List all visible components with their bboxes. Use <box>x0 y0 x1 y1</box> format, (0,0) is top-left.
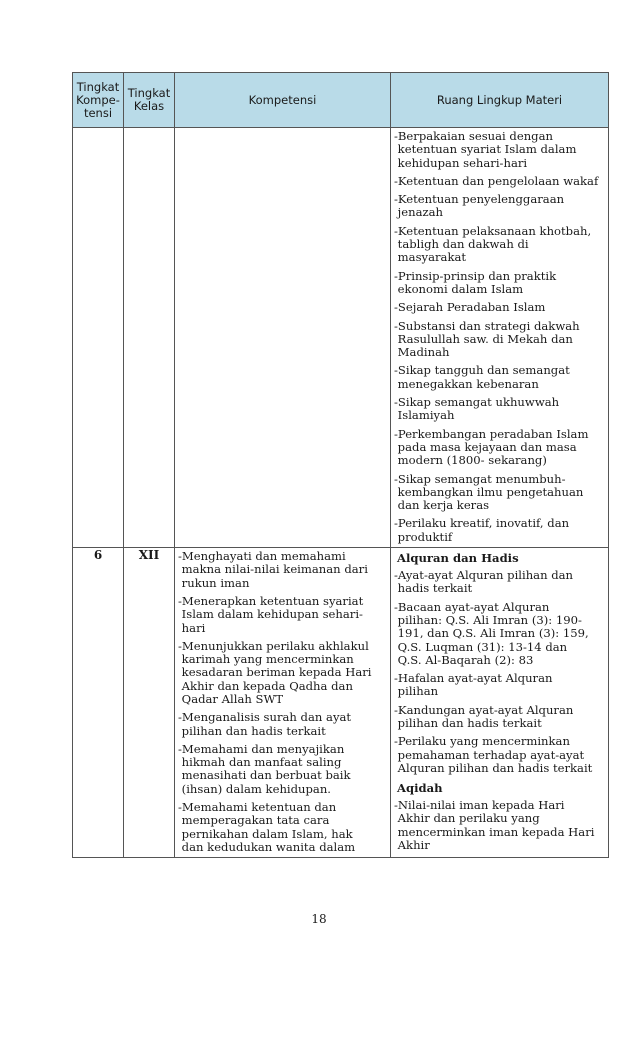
list-item-line: pilihan dan hadis terkait <box>394 715 542 730</box>
cell-materi <box>391 128 609 548</box>
list-item-line: jenazah <box>394 205 444 220</box>
list-item <box>391 191 608 223</box>
table-row <box>73 128 609 548</box>
list-item-line: karimah yang mencerminkan <box>178 652 354 667</box>
list-item-line: hari <box>178 620 206 635</box>
list-item-line: pada masa kejayaan dan masa <box>394 439 577 454</box>
list-item-line: -Nilai-nilai iman kepada Hari <box>394 798 565 813</box>
list-item-line: Q.S. Luqman (31): 13-14 dan <box>394 639 568 654</box>
list-item-line: masyarakat <box>394 250 467 265</box>
list-item-line: dan kerja keras <box>394 498 490 513</box>
list-item <box>391 173 608 191</box>
list-item-line: -Perkembangan peradaban Islam <box>394 426 589 441</box>
list-item <box>391 567 608 599</box>
list-item-line: pilihan: Q.S. Ali Imran (3): 190- <box>394 612 582 627</box>
list-item-line: -Perilaku yang mencerminkan <box>394 734 570 749</box>
list-item-line: memperagakan tata cara <box>178 813 330 828</box>
cell-tingkat-kompetensi <box>73 128 124 548</box>
list-item-line: Q.S. Al-Baqarah (2): 83 <box>394 652 534 667</box>
list-item-line: -Ayat-ayat Alquran pilihan dan <box>394 568 574 583</box>
header-kompetensi: Kompetensi <box>175 73 391 128</box>
list-item <box>391 670 608 702</box>
list-item-line: Rasulullah saw. di Mekah dan <box>394 331 573 346</box>
list-item-line: (ihsan) dalam kehidupan. <box>178 781 331 796</box>
list-item-line: -Ketentuan dan pengelolaan wakaf <box>394 173 599 188</box>
cell-materi <box>391 548 609 858</box>
header-line: tensi <box>83 105 113 120</box>
list-item-line: Akhir dan perilaku yang <box>394 811 540 826</box>
list-item-line: -Bacaan ayat-ayat Alquran <box>394 599 550 614</box>
list-item-line: Akhir <box>394 838 430 853</box>
list-item-line: -Sejarah Peradaban Islam <box>394 300 546 315</box>
list-item <box>391 394 608 426</box>
list-item-line: kehidupan sehari-hari <box>394 155 528 170</box>
list-item-line: mencerminkan iman kepada Hari <box>394 824 595 839</box>
list-item <box>175 709 390 741</box>
list-item-line: -Menunjukkan perilaku akhlakul <box>178 638 369 653</box>
list-item-line: rukun iman <box>178 575 250 590</box>
list-item <box>391 318 608 363</box>
list-item-line: kesadaran beriman kepada Hari <box>178 665 372 680</box>
list-item <box>391 223 608 268</box>
list-item-line: pernikahan dalam Islam, hak <box>178 826 353 841</box>
list-item <box>391 268 608 300</box>
list-item <box>391 471 608 516</box>
header-line: Kompe- <box>76 92 120 107</box>
curriculum-table <box>72 72 609 858</box>
list-item-line: -Hafalan ayat-ayat Alquran <box>394 671 553 686</box>
list-item-line: Islamiyah <box>394 408 455 423</box>
header-ruang-lingkup: Ruang Lingkup Materi <box>391 73 609 128</box>
cell-tingkat-kelas: XII <box>124 548 175 858</box>
list-item-line: 191, dan Q.S. Ali Imran (3): 159, <box>394 626 589 641</box>
list-item-line: -Prinsip-prinsip dan praktik <box>394 268 557 283</box>
list-item-line: kembangkan ilmu pengetahuan <box>394 484 584 499</box>
list-item-line: pemahaman terhadap ayat-ayat <box>394 747 585 762</box>
section-subheading: Aqidah <box>397 781 443 796</box>
list-item-line: ekonomi dalam Islam <box>394 281 524 296</box>
list-item-line: menegakkan kebenaran <box>394 376 539 391</box>
list-item <box>175 741 390 799</box>
list-item-line: makna nilai-nilai keimanan dari <box>178 562 368 577</box>
cell-tingkat-kelas <box>124 128 175 548</box>
list-item-line: -Ketentuan penyelenggaraan <box>394 192 565 207</box>
list-item-line: Alquran pilihan dan hadis terkait <box>394 760 593 775</box>
list-item-line: -Memahami dan menyajikan <box>178 741 345 756</box>
list-item-line: -Menerapkan ketentuan syariat <box>178 593 364 608</box>
list-item-line: -Menghayati dan memahami <box>178 549 346 564</box>
list-item-line: tabligh dan dakwah di <box>394 237 529 252</box>
list-item-line: modern (1800- sekarang) <box>394 453 547 468</box>
header-line: Tingkat <box>127 86 171 100</box>
list-item-line: -Sikap semangat menumbuh- <box>394 471 566 486</box>
cell-tingkat-kompetensi: 6 <box>73 548 124 858</box>
list-item <box>391 733 608 778</box>
list-item-line: -Menganalisis surah dan ayat <box>178 710 352 725</box>
header-line: Tingkat <box>76 79 120 94</box>
list-item-line: produktif <box>394 529 453 544</box>
list-item <box>391 128 608 173</box>
list-item <box>175 799 390 857</box>
list-item-line: Qadar Allah SWT <box>178 691 284 706</box>
list-item-line: -Perilaku kreatif, inovatif, dan <box>394 516 570 531</box>
list-item-line: -Substansi dan strategi dakwah <box>394 318 580 333</box>
list-item <box>391 362 608 394</box>
list-item-line: menasihati dan berbuat baik <box>178 768 351 783</box>
list-item-line: -Kandungan ayat-ayat Alquran <box>394 702 574 717</box>
page-number: 18 <box>311 912 327 926</box>
list-item <box>391 426 608 471</box>
list-item <box>175 548 390 593</box>
list-item-line: -Sikap tangguh dan semangat <box>394 363 570 378</box>
list-item-line: pilihan <box>394 684 439 699</box>
list-item-line: pilihan dan hadis terkait <box>178 723 326 738</box>
list-item <box>391 515 608 547</box>
list-item <box>175 593 390 638</box>
list-item-line: Madinah <box>394 345 450 360</box>
cell-kompetensi <box>175 548 391 858</box>
section-subheading: Alquran dan Hadis <box>397 551 519 566</box>
list-item-line: hikmah dan manfaat saling <box>178 755 342 770</box>
header-line: Kelas <box>133 99 165 113</box>
list-item <box>391 797 608 855</box>
table-row <box>73 548 609 858</box>
list-item-line: Islam dalam kehidupan sehari- <box>178 607 363 622</box>
list-item <box>391 702 608 734</box>
list-item-line: -Memahami ketentuan dan <box>178 800 337 815</box>
list-item-line: dan kedudukan wanita dalam <box>178 839 356 854</box>
table-header-row <box>73 73 609 128</box>
list-item-line: -Sikap semangat ukhuwwah <box>394 395 560 410</box>
list-item <box>175 638 390 709</box>
list-item <box>391 299 608 317</box>
header-tingkat-kompetensi <box>73 73 124 128</box>
list-item <box>391 599 608 670</box>
list-item-line: ketentuan syariat Islam dalam <box>394 142 577 157</box>
list-item-line: -Berpakaian sesuai dengan <box>394 129 553 143</box>
cell-kompetensi <box>175 128 391 548</box>
list-item-line: -Ketentuan pelaksanaan khotbah, <box>394 223 592 238</box>
header-tingkat-kelas <box>124 73 175 128</box>
list-item-line: hadis terkait <box>394 581 473 596</box>
list-item-line: Akhir dan kepada Qadha dan <box>178 678 353 693</box>
